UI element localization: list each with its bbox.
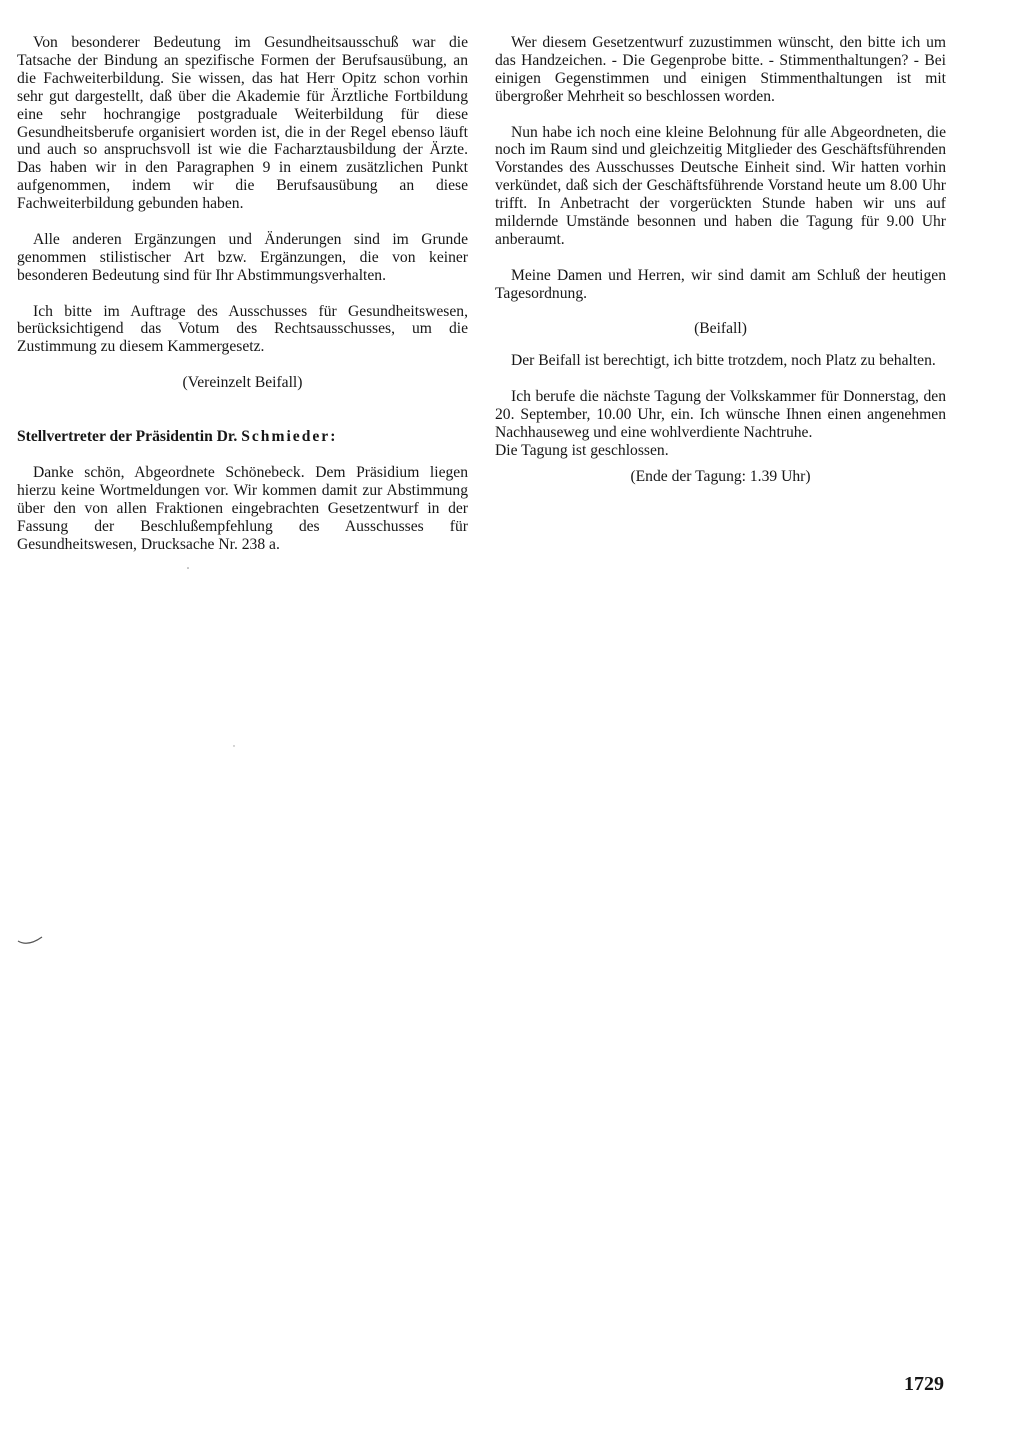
scan-mark-dot-icon <box>232 744 236 748</box>
stage-direction-applause-2: (Beifall) <box>694 320 747 338</box>
speaker-title: Stellvertreter der Präsidentin Dr. <box>17 428 238 446</box>
scan-mark-left-icon <box>8 925 48 949</box>
stage-direction-end: (Ende der Tagung: 1.39 Uhr) <box>630 467 811 485</box>
right-paragraph-2: Nun habe ich noch eine kleine Belohnung für alle Abgeordneten, die noch im Raum sind und gleichzeitig Mitglieder des Geschäftsführenden Vorstandes des Ausschusses Deutsche Einheit sind. Wir hatten vorhin verkündet, daß sich der Geschäftsführende Vorstand heute um 8.00 Uhr trifft. In Anbetracht der vorgerückten Stunde haben wir uns auf mildernde Umstände besonnen und haben die Tagung für 9.00 Uhr anberaumt. <box>495 123 946 248</box>
right-column <box>495 34 946 504</box>
left-column <box>17 34 468 571</box>
page-number: 1729 <box>904 1373 944 1395</box>
stage-direction-applause: (Vereinzelt Beifall) <box>182 374 303 392</box>
right-paragraph-4: Der Beifall ist berechtigt, ich bitte trotzdem, noch Platz zu behalten. <box>511 352 936 370</box>
speaker-heading <box>17 428 468 446</box>
right-paragraph-6: Die Tagung ist geschlossen. <box>495 441 669 459</box>
left-paragraph-4: Danke schön, Abgeordnete Schönebeck. Dem Präsidium liegen hierzu keine Wortmeldungen vor. Wir kommen damit zur Abstimmung über den von allen Fraktionen eingebrachten Gesetzentwurf in der Fassung der Beschlußempfehlung des Ausschusses für Gesundheitswesen, Drucksache Nr. 238 a. <box>17 463 468 553</box>
left-paragraph-3: Ich bitte im Auftrage des Ausschusses für Gesundheitswesen, berücksichtigend das Votum des Rechtsausschusses, um die Zustimmung zu diesem Kammergesetz. <box>17 302 468 356</box>
right-paragraph-5: Ich berufe die nächste Tagung der Volkskammer für Donnerstag, den 20. September, 10.00 Uhr, ein. Ich wünsche Ihnen einen angenehmen Nachhauseweg und eine wohlverdiente Nachtruhe. <box>495 388 946 441</box>
left-paragraph-2: Alle anderen Ergänzungen und Änderungen sind im Grunde genommen stilistischer Art bzw. Ergänzungen, die von keiner besonderen Bedeutung sind für Ihr Abstimmungsverhalten. <box>17 230 468 284</box>
left-paragraph-1: Von besonderer Bedeutung im Gesundheitsausschuß war die Tatsache der Bindung an spezifische Formen der Berufsausübung, an die Fachweiterbildung. Sie wissen, das hat Herr Opitz schon vorhin sehr gut dargestellt, daß über die Akademie für Ärztliche Fortbildung eine sehr hochrangige postgraduale Weiterbildung für diese Gesundheitsberufe organisiert worden ist, die in der Regel ebenso läuft und auch so anspruchsvoll ist wie die Facharztausbildung der Ärzte. Das haben wir in den Paragraphen 9 in einem zusätzlichen Punkt aufgenommen, indem wir die Berufsausübung an diese Fachweiterbildung gebunden haben. <box>17 34 468 213</box>
right-paragraph-1: Wer diesem Gesetzentwurf zuzustimmen wünscht, den bitte ich um das Handzeichen. - Die Gegenprobe bitte. - Stimmenthaltungen? - Bei einigen Gegenstimmen und einigen Stimmenthaltungen ist mit übergroßer Mehrheit so beschlossen worden. <box>495 34 946 105</box>
right-paragraph-3: Meine Damen und Herren, wir sind damit am Schluß der heutigen Tagesordnung. <box>495 266 946 302</box>
speaker-name: Schmieder: <box>241 428 338 446</box>
